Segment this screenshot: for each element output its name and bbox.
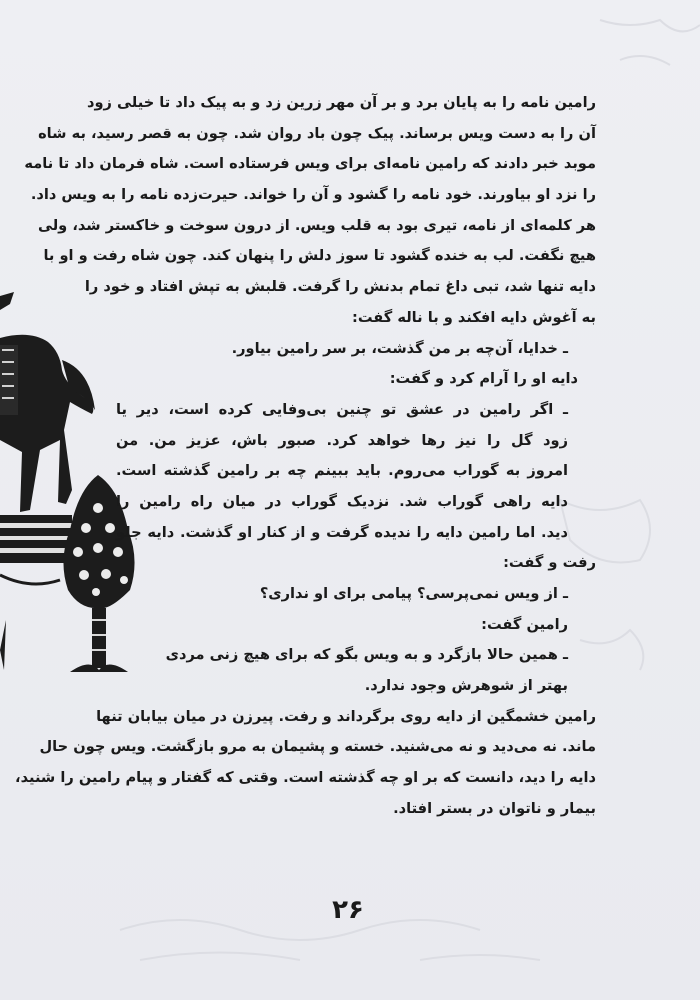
text-line: هیچ نگفت. لب به خنده گشود تا سوز دلش را پنهان کند. چون شاه رفت و او با	[43, 247, 596, 265]
text-line: رامین نامه را به پایان برد و بر آن مهر زرین زد و به پیک داد تا خیلی زود	[86, 94, 596, 111]
text-line: رامین گفت:	[481, 615, 568, 633]
text-line: دایه او را آرام کرد و گفت:	[389, 370, 578, 388]
text-line: رفت و گفت:	[503, 554, 596, 572]
text-line: رامین خشمگین از دایه روی برگرداند و رفت. پیرزن در میان بیابان تنها	[96, 707, 596, 725]
page-number: ۲۶	[332, 895, 364, 925]
dialogue-line: ـ خدایا، آن‌چه بر من گذشت، بر سر رامین بیاور.	[231, 339, 568, 357]
text-line: دایه را دید، دانست که بر او چه گذشته است. وقتی که گفتار و پیام رامین را شنید،	[15, 769, 596, 787]
text-line: هر کلمه‌ای از نامه، تیری بود به قلب ویس. از درون سوخت و خاکستر شد، ولی	[37, 216, 596, 234]
text-line: ماند. نه می‌دید و نه می‌شنید. خسته و پشیمان به مرو بازگشت. ویس چون حال	[39, 738, 596, 756]
text-line: موبد خبر دادند که رامین نامه‌ای برای ویس فرستاده است. شاه فرمان داد تا نامه	[24, 155, 596, 173]
text-line: دایه تنها شد، تبی داغ تمام بدنش را گرفت. قلبش به تپش افتاد و خود را	[84, 278, 596, 296]
dialogue-line: زود گل را نیز رها خواهد کرد. صبور باش، عزیز من. من	[116, 431, 568, 449]
text-line: آن را به دست ویس برساند. پیک چون باد روان شد. چون به قصر رسید، به شاه	[38, 124, 596, 142]
text-line: را نزد او بیاورند. خود نامه را گشود و آن را خواند. حیرت‌زده نامه را به ویس داد.	[30, 186, 596, 204]
text-line: دایه راهی گوراب شد. نزدیک گوراب در میان راه رامین را	[116, 492, 568, 510]
dialogue-line: ـ از ویس نمی‌پرسی؟ پیامی برای او نداری؟	[259, 585, 568, 602]
dialogue-line: بهتر از شوهرش وجود ندارد.	[364, 677, 568, 695]
dialogue-line: ـ اگر رامین در عشق تو چنین بی‌وفایی کرده است، دیر یا	[116, 400, 568, 418]
dialogue-line: ـ همین حالا بازگرد و به ویس بگو که برای هیچ زنی مردی	[165, 646, 568, 664]
text-line: دید. اما رامین دایه را ندیده گرفت و از کنار او گذشت. دایه جلو	[116, 523, 568, 541]
dialogue-line: امروز به گوراب می‌روم. باید ببینم چه بر رامین گذشته است.	[116, 462, 568, 480]
story-text	[15, 88, 596, 825]
text-line: بیمار و ناتوان در بستر افتاد.	[393, 799, 596, 817]
text-line: به آغوش دایه افکند و با ناله گفت:	[351, 308, 596, 326]
